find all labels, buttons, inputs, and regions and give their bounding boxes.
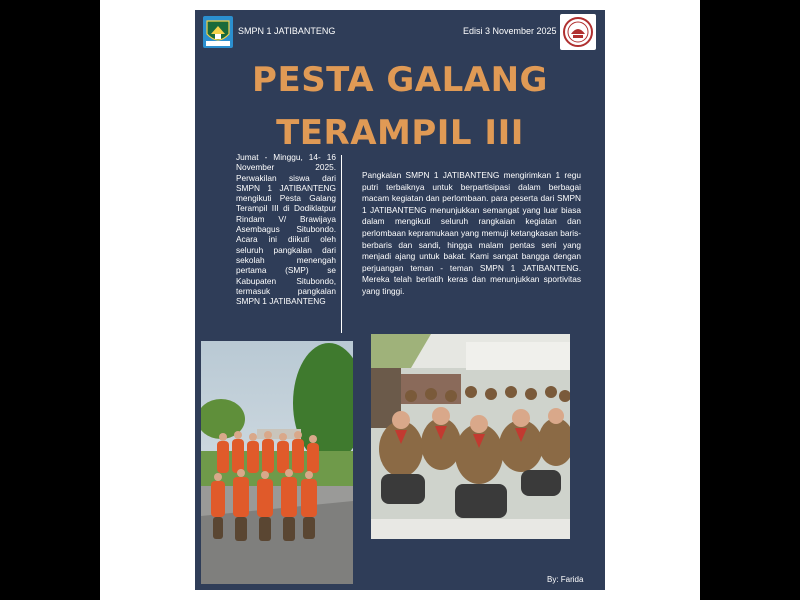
- scout-emblem-icon: [560, 14, 596, 50]
- headline: [195, 54, 605, 160]
- group-photo-outdoor: [201, 341, 353, 584]
- group-photo-indoor: [371, 334, 570, 539]
- author-byline: By: Farida: [547, 575, 584, 584]
- column-divider: [341, 155, 342, 333]
- newsletter-page: [195, 10, 605, 590]
- body-paragraph: Pangkalan SMPN 1 JATIBANTENG mengirimkan 1 regu putri terbaiknya untuk berpartisipasi dalam berbagai macam kegiatan dan perlombaan. para peserta dari SMPN 1 JATIBANTENG menunjukkan semangat yang luar biasa dalam mengikuti seluruh rangkaian kegiatan dan perlombaan kepramukaan yang memuji ketangkasan baris-berbaris dan sandi, hingga malam pentas seni yang menjadi ajang untuk bakat. Kami sangat bangga dengan perjuangan teman - teman SMPN 1 JATIBANTENG. Mereka telah berlatih keras dan menunjukkan sportivitas yang tinggi.: [362, 170, 581, 296]
- headline-line-2: TERAMPIL III: [276, 113, 524, 153]
- intro-paragraph: Jumat - Minggu, 14- 16 November 2025. Perwakilan siswa dari SMPN 1 JATIBANTENG mengikuti Pesta Galang Terampil III di Dodiklatpur Rindam V/ Brawijaya Asembagus Situbondo. Acara ini diikuti oleh seluruh pangkalan dari sekolah menengah pertama (SMP) se Kabupaten Situbondo, termasuk pangkalan SMPN 1 JATIBANTENG: [236, 152, 336, 307]
- edition-date: Edisi 3 November 2025: [463, 26, 557, 36]
- school-name: SMPN 1 JATIBANTENG: [238, 26, 336, 36]
- school-crest-icon: [203, 16, 233, 48]
- headline-line-1: PESTA GALANG: [252, 60, 548, 100]
